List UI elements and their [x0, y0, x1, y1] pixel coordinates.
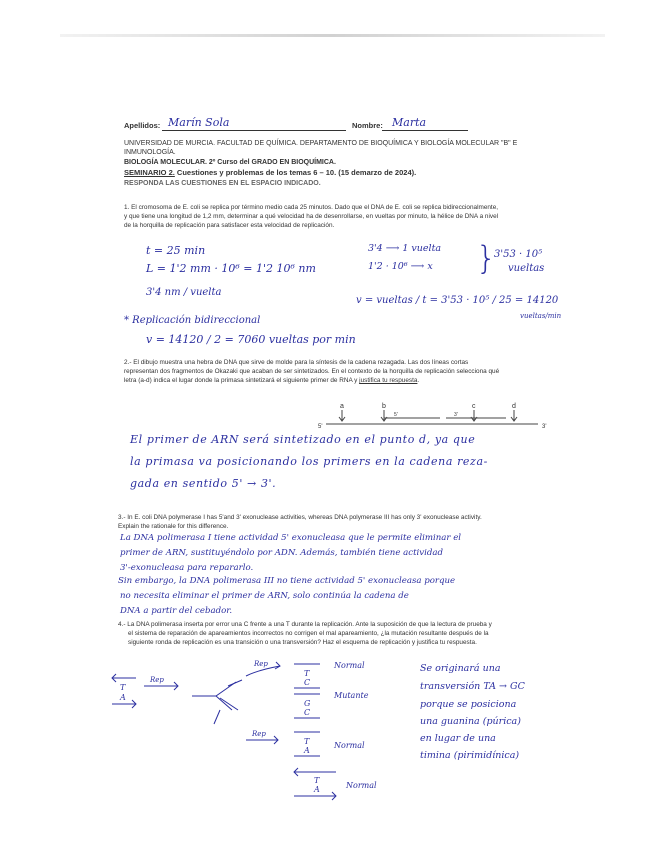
q2-answer-line-1: El primer de ARN será sintetizado en el punto d, ya que [130, 433, 476, 446]
label-d: d [512, 403, 516, 410]
q2-text-line-3c: . [417, 377, 420, 384]
seminar-title [124, 168, 416, 177]
q4-answer-line-4: una guanina (púrica) [420, 716, 521, 727]
q2-answer-line-3: gada en sentido 5' → 3'. [130, 477, 277, 490]
q4-answer-line-5: en lugar de una [420, 733, 496, 744]
base-c-2: C [304, 678, 311, 687]
q4-text-line-2: el sistema de reparación de apareamientos incorrectos no corrigen el mal apareamiento, ¿la mutación resultante después de la [128, 630, 489, 637]
q2-text-justify: justifica tu respuesta [359, 377, 418, 384]
label-c: c [472, 403, 476, 410]
arrow-b [381, 410, 387, 421]
fragment-end-5: 5' [394, 412, 398, 418]
q3-answer-line-3: 3'-exonucleasa para repararlo. [120, 563, 254, 573]
arrow-a [339, 410, 345, 421]
base-t-2: T [304, 669, 310, 678]
q3-answer-line-5: no necesita eliminar el primer de ARN, solo continúa la cadena de [120, 591, 409, 601]
rep-label-3: Rep [252, 730, 266, 738]
apellidos-value: Marín Sola [168, 116, 230, 129]
strand-end-5: 5' [318, 424, 323, 430]
sketch-labels [119, 660, 377, 794]
q2-text-line-3 [124, 376, 419, 385]
base-a-6: A [314, 785, 320, 794]
q3-answer-line-4: Sin embargo, la DNA polimerasa III no tiene actividad 5' exonucleasa porque [118, 576, 456, 586]
base-t-6: T [314, 776, 320, 785]
rep-label-1: Rep [150, 676, 164, 684]
q1-rule-line-1: 3'4 ⟶ 1 vuelta [368, 243, 442, 254]
nombre-line [382, 130, 468, 131]
label-normal-2: Normal [334, 741, 365, 750]
label-mutante: Mutante [334, 691, 369, 700]
q3-text-line-2: Explain the rationale for this difference. [118, 523, 229, 530]
arrow-c [471, 410, 477, 421]
q1-answer-length: L = 1'2 mm · 10⁶ = 1'2 10⁶ nm [146, 262, 316, 275]
q1-answer-turn: 3'4 nm / vuelta [146, 287, 222, 298]
institution-text: UNIVERSIDAD DE MURCIA. FACULTAD DE QUÍMICA. DEPARTAMENTO DE BIOQUÍMICA Y BIOLOGÍA MOLECULAR "B" E INMUNOLOGÍA. [124, 140, 518, 156]
q1-answer-velocity-unit: vueltas/min [520, 312, 562, 320]
arrow-d [511, 410, 517, 421]
base-c-4: C [304, 708, 311, 717]
replication-sketch [108, 652, 408, 812]
instructions-text: RESPONDA LAS CUESTIONES EN EL ESPACIO INDICADO. [124, 180, 321, 187]
q4-answer-line-1: Se originará una [420, 663, 501, 674]
q1-answer-velocity: v = vueltas / t = 3'53 · 10⁵ / 25 = 14120 [356, 295, 559, 306]
q2-text-line-1: 2.- El dibujo muestra una hebra de DNA que sirve de molde para la síntesis de la cadena rezagada. Las dos líneas cortas [124, 359, 469, 366]
apellidos-label: Apellidos: [124, 121, 161, 130]
seminar-title-text: Cuestiones y problemas de los temas 6 – 10. (15 demarzo de 2024). [174, 168, 417, 177]
base-t-3: T [304, 737, 310, 746]
label-normal-3: Normal [346, 781, 377, 790]
q4-answer-line-6: timina (pirimidínica) [420, 750, 520, 761]
apellidos-line [162, 130, 346, 131]
label-a: a [340, 403, 344, 410]
q4-answer-line-3: porque se posiciona [420, 699, 517, 710]
q1-text-line-2: y que tiene una longitud de 1,2 mm, determinar a qué velocidad ha de desenrollarse, en vueltas por minuto, la hélice de DNA a nivel [124, 213, 499, 220]
q4-text-line-3: siguiente ronda de replicación es una transición o una transversión? Haz el esquema de replicación y justifica tu respuesta. [128, 639, 477, 646]
q3-answer-line-1: La DNA polimerasa I tiene actividad 5' exonucleasa que le permite eliminar el [120, 533, 462, 543]
strand-end-3: 3' [542, 424, 547, 430]
okazaki-diagram [318, 398, 558, 438]
nombre-label: Nombre: [352, 121, 383, 130]
base-t-top: T [120, 683, 126, 692]
q4-text-line-1: 4.- La DNA polimerasa inserta por error una C frente a una T durante la replicación. Ante la suposición de que la lectura de prueba y [118, 621, 492, 628]
q1-rule-line-2: 1'2 · 10⁶ ⟶ x [368, 261, 433, 272]
q3-text-line-1: 3.- In E. coli DNA polymerase I has 5'and 3' exonuclease activities, whereas DNA polymerase III has only 3' exonuclease activity. [118, 514, 482, 521]
q3-answer-line-6: DNA a partir del cebador. [120, 606, 233, 616]
label-normal-1: Normal [334, 661, 365, 670]
nombre-value: Marta [392, 116, 427, 129]
sketch-lines [112, 662, 336, 800]
q1-answer-bidirectional: * Replicación bidireccional [124, 315, 261, 326]
q3-answer-line-2: primer de ARN, sustituyéndolo por ADN. Además, también tiene actividad [120, 548, 444, 558]
q1-text-line-1: 1. El cromosoma de E. coli se replica por término medio cada 25 minutos. Dado que el DNA de E. coli se replica bidireccionalmente, [124, 204, 499, 211]
q1-answer-time: t = 25 min [146, 244, 206, 257]
q2-text-line-3a: letra (a-d) indica el lugar donde la primasa sintetizará el siguiente primer de RNA y [124, 377, 360, 384]
q4-answer-line-2: transversión TA → GC [420, 681, 525, 692]
q2-answer-line-2: la primasa va posicionando los primers en la cadena reza- [130, 455, 488, 468]
q1-brace: } [476, 239, 497, 277]
label-b: b [382, 403, 386, 410]
seminar-prefix: SEMINARIO 2. [124, 168, 175, 177]
fragment-end-3: 3' [454, 412, 458, 418]
q1-text-line-3: de la horquilla de replicación para satisfacer esta velocidad de replicación. [124, 222, 335, 229]
q1-rule-result-2: vueltas [508, 263, 545, 274]
q1-rule-result-1: 3'53 · 10⁵ [494, 249, 543, 260]
base-a-top: A [120, 693, 126, 702]
base-g: G [304, 699, 311, 708]
q1-answer-final: v = 14120 / 2 = 7060 vueltas por min [146, 333, 356, 346]
rep-label-2: Rep [254, 660, 268, 668]
q2-text-line-2: representan dos fragmentos de Okazaki que acaban de ser sintetizados. En el contexto de la horquilla de replicación selecciona qué [124, 368, 500, 375]
scan-top-edge [60, 34, 605, 37]
base-a-3: A [304, 746, 310, 755]
course-text: BIOLOGÍA MOLECULAR. 2º Curso del GRADO EN BIOQUÍMICA. [124, 159, 336, 166]
